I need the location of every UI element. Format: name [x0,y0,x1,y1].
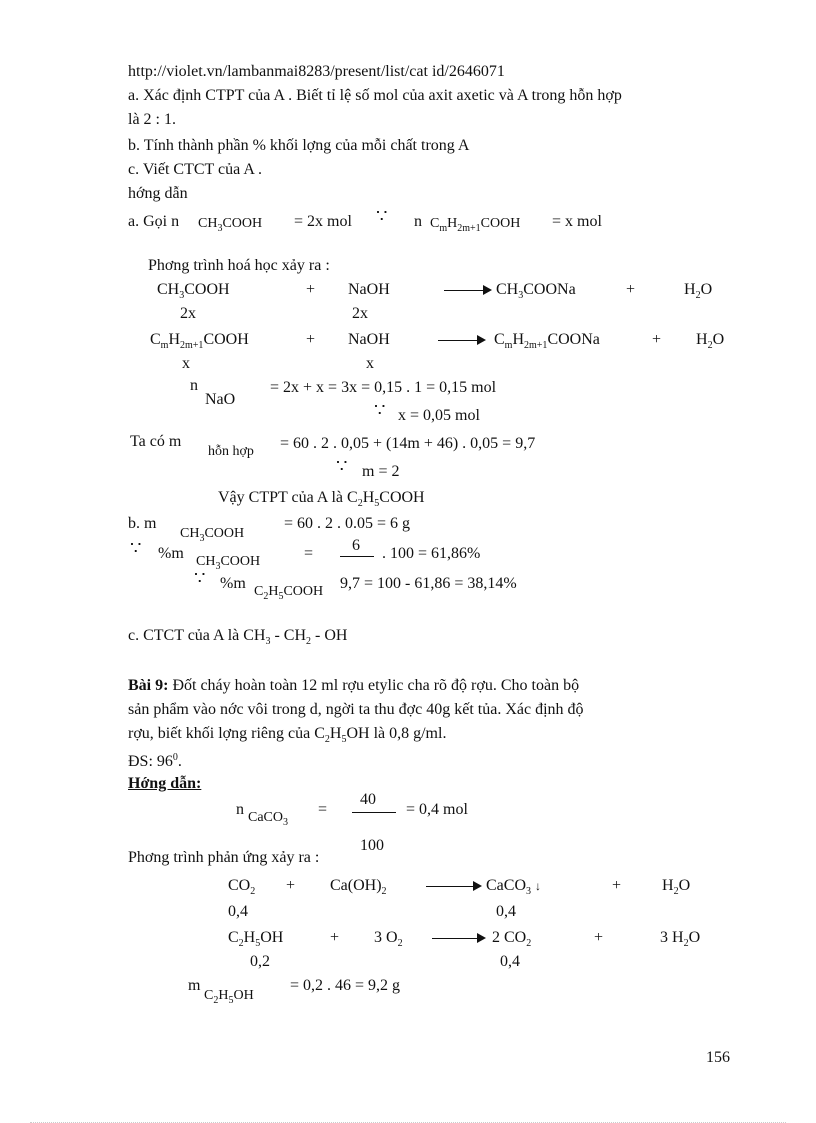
percent-label: %m [158,545,184,562]
n-subscript: NaO [205,391,236,408]
let-n-label: a. Gọi n [128,213,180,230]
reaction-arrow [438,340,484,341]
therefore-icon: ∵ [374,400,386,420]
c2h5cooh-subscript: $C_2H_5COOH$ [254,584,324,602]
product-ch3coona: $CH_3COONa$ [496,281,576,301]
plus-sign: + [612,877,622,894]
plus-sign: + [306,331,316,348]
mol-coefficient: 2x [180,305,196,322]
mass-subscript: hỗn hợp [208,444,254,459]
equation-title: Phơng trình hoá học xảy ra : [148,257,330,274]
mol-coefficient: x [366,355,374,372]
reactant-cmh: $C_mH_{2m+1}COOH$ [150,331,249,351]
cmh-subscript: $C_mH_{2m+1}COOH$ [430,216,521,234]
let-n2-value: = x mol [552,213,602,230]
equation-title: Phơng trình phản ứng xảy ra : [128,849,320,866]
part-b-equation: = 60 . 2 . 0.05 = 6 g [284,515,411,532]
product-h2o: $H_2O$ [662,877,691,897]
c2h5oh-subscript: $C_2H_5OH$ [204,988,254,1006]
product-cmh-coona: $C_mH_{2m+1}COONa$ [494,331,600,351]
reactant-caoh2: $Ca(OH)_2$ [330,877,387,897]
plus-sign: + [330,929,340,946]
mass-result: = 0,2 . 46 = 9,2 g [290,977,401,994]
guide-heading: hớng dẫn [128,185,188,202]
percent-label: %m [220,575,246,592]
mol-coefficient: 0,4 [500,953,520,970]
let-n-value: = 2x mol [294,213,352,230]
plus-sign: + [626,281,636,298]
reaction-arrow [444,290,490,291]
mass-equation: = 60 . 2 . 0,05 + (14m + 46) . 0,05 = 9,7 [280,435,536,452]
mol-coefficient: x [182,355,190,372]
ch3cooh-subscript: $CH_3COOH$ [196,554,261,572]
reactant-ch3cooh: $CH_3COOH$ [157,281,230,301]
mass-label: m [188,977,201,994]
exercise-9-line1: Bài 9: Đốt cháy hoàn toàn 12 ml rợu etylic cha rõ độ rợu. Cho toàn bộ [128,677,580,694]
product-caco3: CaCO$_3$ ↓ [486,877,541,897]
ch3cooh-subscript: $CH_3COOH$ [180,526,245,544]
therefore-icon: ∵ [130,538,142,558]
fraction-bar [352,812,396,813]
plus-sign: + [594,929,604,946]
equals-sign: = [318,801,328,818]
fraction-denominator: 100 [360,837,384,854]
answer-line: ĐS: $96^0$. [128,752,182,770]
fraction-numerator: 40 [360,791,376,808]
plus-sign: + [652,331,662,348]
conclusion-formula: Vậy CTPT của A là $C_2H_5COOH$ [218,489,425,509]
reactant-co2: $CO_2$ [228,877,256,897]
plus-sign: + [286,877,296,894]
mol-coefficient: 2x [352,305,368,322]
exercise-9-line3: rợu, biết khối lợng riêng của $C_2H_5OH$ là 0,8 g/ml. [128,725,447,745]
page-number: 156 [706,1049,730,1066]
fraction-bar [340,556,374,557]
mass-label: Ta có m [130,433,182,450]
n-label: n [236,801,244,818]
x-value: x = 0,05 mol [398,407,480,424]
product-h2o: 3 $H_2O$ [660,929,701,949]
reactant-naoh: NaOH [348,281,390,298]
part-b-mass: b. m [128,515,157,532]
percent-result: 9,7 = 100 - 61,86 = 38,14% [340,575,517,592]
product-h2o: $H_2O$ [684,281,713,301]
reaction-arrow [426,886,480,887]
therefore-icon: ∵ [336,456,348,476]
plus-sign: + [306,281,316,298]
reactant-o2: 3 $O_2$ [374,929,403,949]
mol-result: = 0,4 mol [406,801,468,818]
guide-heading-2: Hớng dẫn: [128,775,202,792]
part-c-answer: c. CTCT của A là $CH_3 - CH_2$ - OH [128,627,348,647]
reactant-c2h5oh: $C_2H_5OH$ [228,929,284,949]
m-value: m = 2 [362,463,400,480]
n-naoh-equation: = 2x + x = 3x = 0,15 . 1 = 0,15 mol [270,379,497,396]
let-n2-label: n [414,213,422,230]
question-c: c. Viết CTCT của A . [128,161,262,178]
therefore-icon: ∵ [376,206,388,226]
ch3cooh-subscript: $CH_3COOH$ [198,216,263,234]
question-b: b. Tính thành phần % khối lợng của mỗi chất trong A [128,137,470,154]
equals-sign: = [304,545,314,562]
caco3-subscript: CaCO$_3$ [248,810,288,828]
therefore-icon: ∵ [194,568,206,588]
reactant-naoh: NaOH [348,331,390,348]
product-h2o: $H_2O$ [696,331,725,351]
mol-coefficient: 0,4 [496,903,516,920]
question-a-line2: là 2 : 1. [128,111,176,128]
n-label: n [190,377,198,394]
product-co2: 2 $CO_2$ [492,929,532,949]
percent-result: . 100 = 61,86% [382,545,481,562]
exercise-9-line2: sản phẩm vào nớc vôi trong d, ngời ta thu đợc 40g kết tủa. Xác định độ [128,701,584,718]
mol-coefficient: 0,2 [250,953,270,970]
source-url: http://violet.vn/lambanmai8283/present/list/cat id/2646071 [128,63,505,80]
mol-coefficient: 0,4 [228,903,248,920]
question-a-line1: a. Xác định CTPT của A . Biết tỉ lệ số mol của axit axetic và A trong hỗn hợp [128,87,622,104]
reaction-arrow [432,938,484,939]
fraction-numerator: 6 [352,537,360,554]
